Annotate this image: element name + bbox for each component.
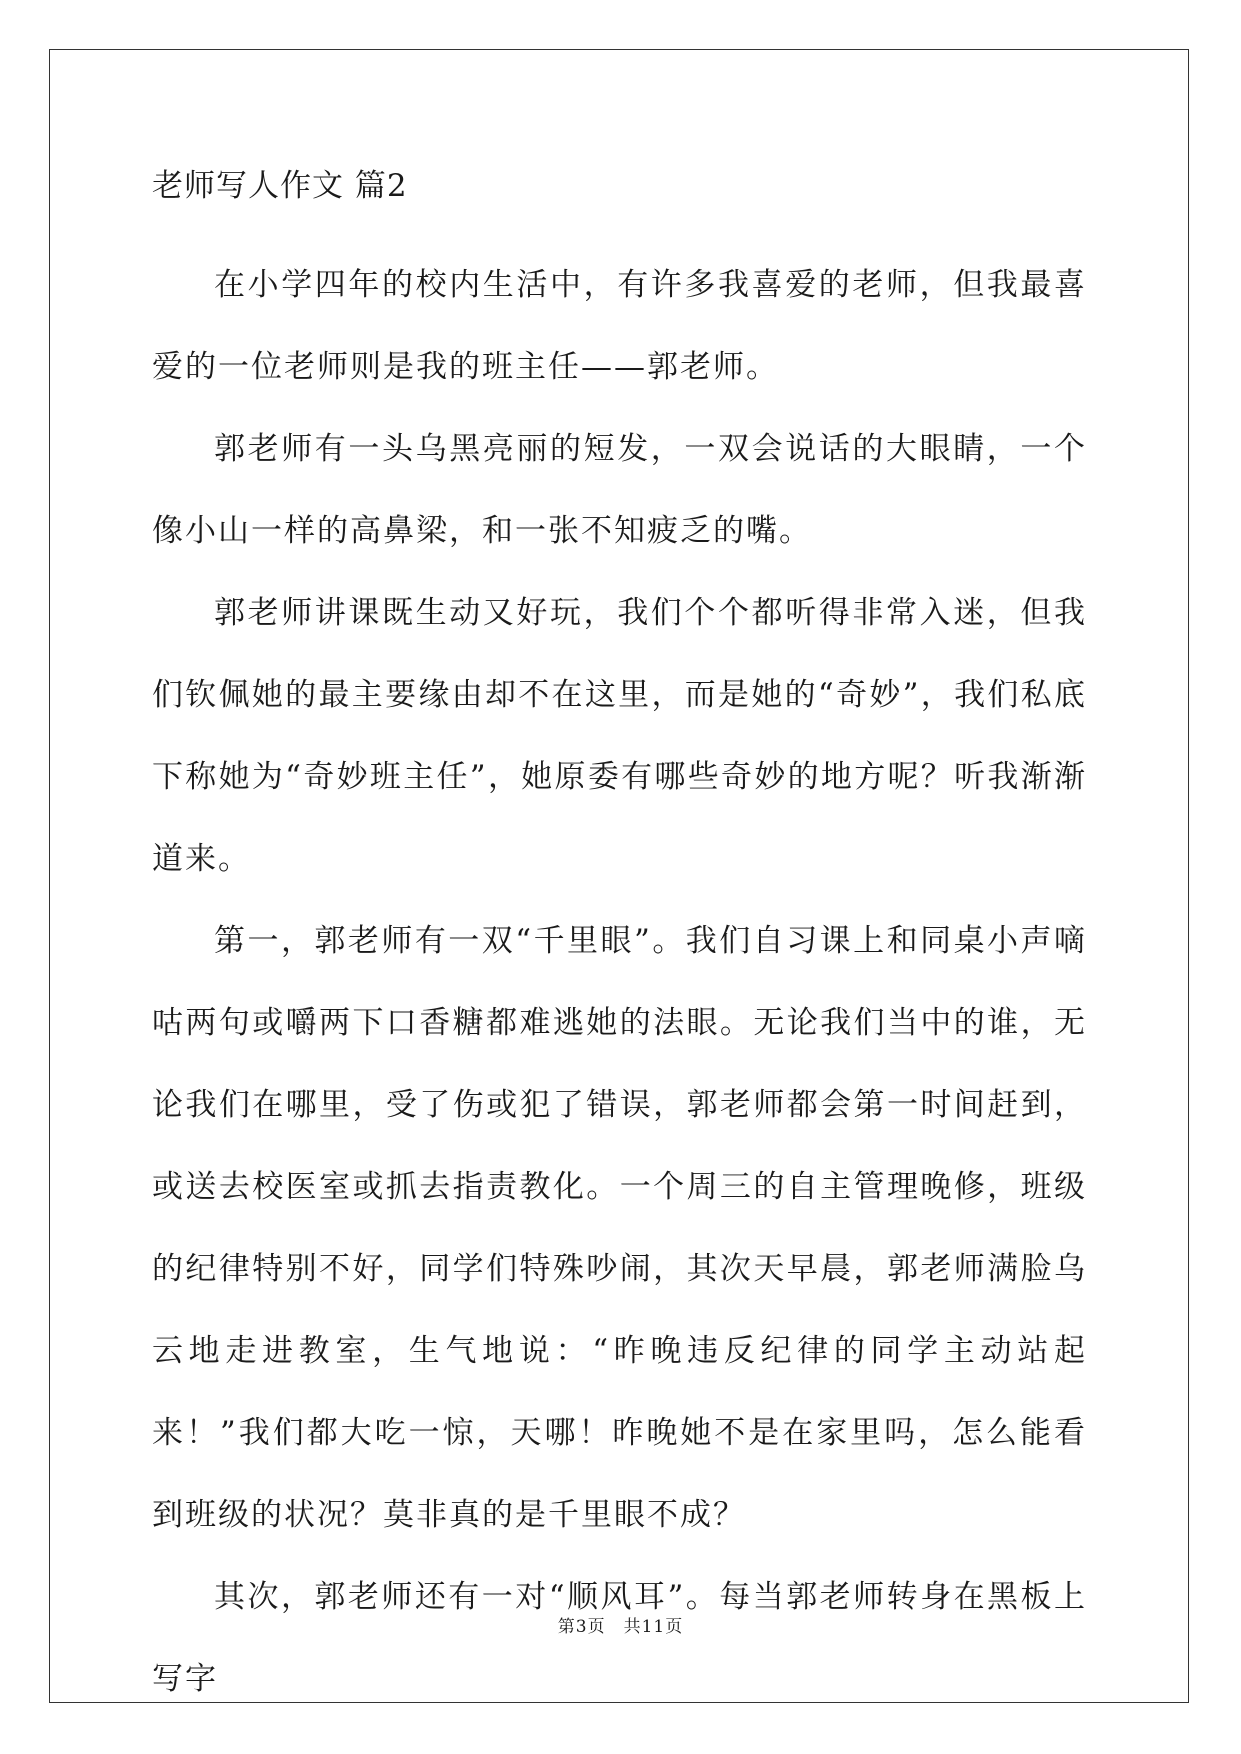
page-total: 共11页 — [623, 1617, 684, 1637]
page-number: 第3页 — [557, 1617, 606, 1637]
paragraph-5: 其次，郭老师还有一对“顺风耳”。每当郭老师转身在黑板上写字 — [152, 1579, 1087, 1697]
page-footer — [0, 1612, 1241, 1637]
paragraph-4: 第一，郭老师有一双“千里眼”。我们自习课上和同桌小声嘀咕两句或嚼两下口香糖都难逃她的法眼。无论我们当中的谁，无论我们在哪里，受了伤或犯了错误，郭老师都会第一时间赶到，或送去校医室或抓去指责教化。一个周三的自主管理晚修，班级的纪律特别不好，同学们特殊吵闹，其次天早晨，郭老师满脸乌云地走进教室，生气地说：“昨晚违反纪律的同学主动站起来！”我们都大吃一惊，天哪！昨晚她不是在家里吗，怎么能看到班级的状况？莫非真的是千里眼不成？ — [152, 923, 1087, 1533]
paragraph-1: 在小学四年的校内生活中，有许多我喜爱的老师，但我最喜爱的一位老师则是我的班主任——郭老师。 — [152, 267, 1087, 385]
paragraph-2: 郭老师有一头乌黑亮丽的短发，一双会说话的大眼睛，一个像小山一样的高鼻梁，和一张不知疲乏的嘴。 — [152, 431, 1087, 549]
section-heading: 老师写人作文 篇2 — [152, 168, 408, 204]
document-body — [152, 163, 1087, 1720]
paragraph-3: 郭老师讲课既生动又好玩，我们个个都听得非常入迷，但我们钦佩她的最主要缘由却不在这里，而是她的“奇妙”，我们私底下称她为“奇妙班主任”，她原委有哪些奇妙的地方呢？听我渐渐道来。 — [152, 595, 1087, 877]
